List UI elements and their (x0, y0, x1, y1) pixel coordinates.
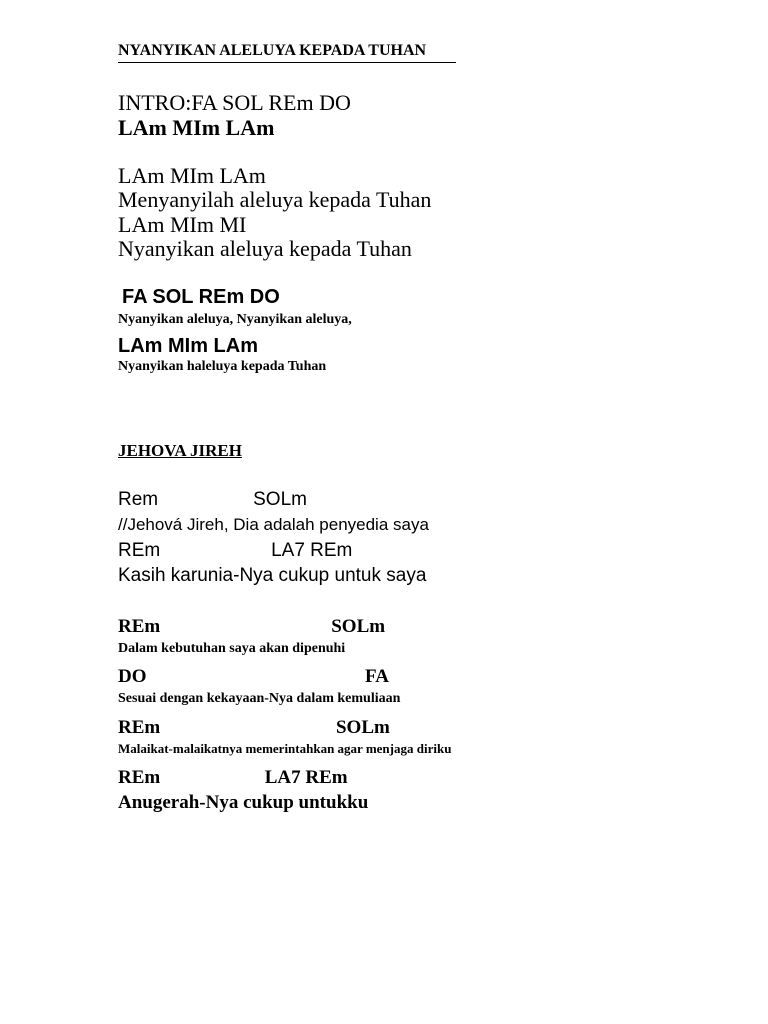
title-underline (118, 62, 456, 63)
bridge-lyric-line: Anugerah-Nya cukup untukku (118, 792, 369, 813)
song1-title: NYANYIKAN ALELUYA KEPADA TUHAN (118, 42, 427, 59)
bridge-chord-line: REm LA7 REm (118, 767, 348, 788)
verse-lyric-line: Kasih karunia-Nya cukup untuk saya (118, 565, 427, 586)
chorus-chord-line: LAm MIm LAm (118, 335, 258, 357)
bridge-chord-line: REm SOLm (118, 717, 390, 738)
intro-chords: INTRO:FA SOL REm DO (118, 90, 351, 115)
intro-chords-line2: LAm MIm LAm (118, 115, 275, 140)
bridge-lyric-line: Sesuai dengan kekayaan-Nya dalam kemuliaan (118, 691, 401, 706)
chorus-lyric-line: Nyanyikan haleluya kepada Tuhan (118, 359, 327, 374)
verse-lyric-line: Nyanyikan aleluya kepada Tuhan (118, 236, 412, 261)
bridge-chord-line: REm SOLm (118, 616, 386, 637)
song2-title: JEHOVA JIREH (118, 441, 242, 460)
verse-chord-line: Rem SOLm (118, 489, 307, 510)
verse-chord-line: LAm MIm LAm (118, 163, 266, 188)
chorus-lyric-line: Nyanyikan aleluya, Nyanyikan aleluya, (118, 312, 352, 327)
verse-chord-line: REm LA7 REm (118, 540, 353, 561)
verse-lyric-line: //Jehová Jireh, Dia adalah penyedia saya (118, 515, 429, 534)
bridge-lyric-line: Malaikat-malaikatnya memerintahkan agar menjaga diriku (118, 741, 452, 756)
bridge-lyric-line: Dalam kebutuhan saya akan dipenuhi (118, 641, 346, 656)
bridge-chord-line: DO FA (118, 666, 389, 687)
verse-chord-line: LAm MIm MI (118, 212, 247, 237)
verse-lyric-line: Menyanyilah aleluya kepada Tuhan (118, 187, 432, 212)
chorus-chord-line: FA SOL REm DO (122, 286, 280, 308)
